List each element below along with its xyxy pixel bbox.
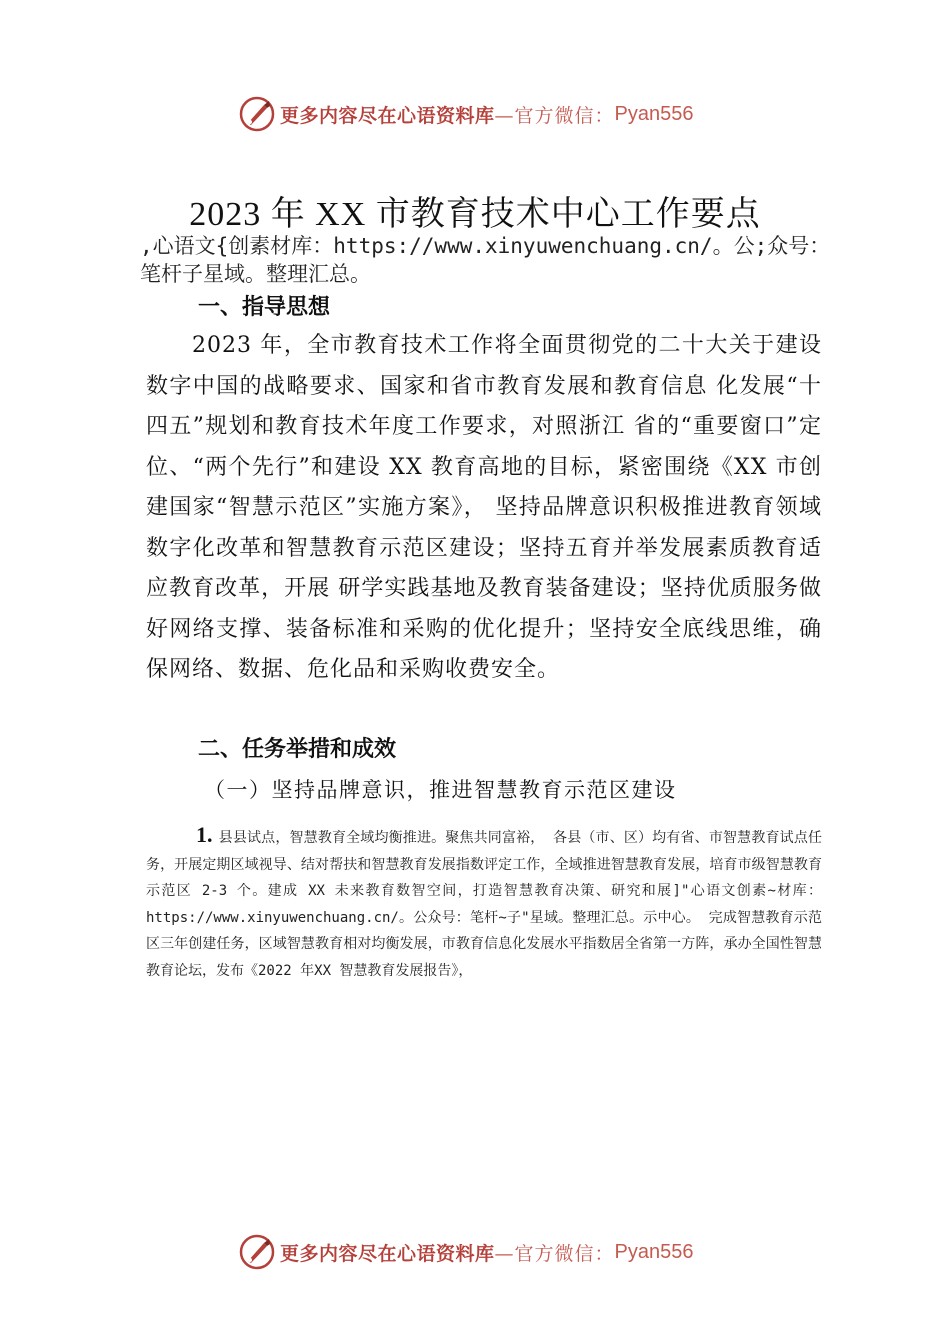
section-heading-guiding-ideology: 一、指导思想 xyxy=(198,295,331,320)
banner-contact-label: —官方微信： xyxy=(494,104,615,127)
document-title: 2023 年 XX 市教育技术中心工作要点 xyxy=(189,196,761,233)
quill-pen-logo-icon xyxy=(238,1233,276,1271)
section-heading-tasks: 二、任务举措和成效 xyxy=(198,737,397,762)
source-note: ,心语文{创素材库：https://www.xinyuwenchuang.cn/。公;众号：笔杆子星域。整理汇总。 xyxy=(140,234,831,286)
guiding-ideology-paragraph: 2023 年，全市教育技术工作将全面贯彻党的二十大关于建设数字中国的战略要求、国家和省市教育发展和教育信息 化发展“十四五”规划和教育技术年度工作要求，对照浙江 省的“重要窗口”定位、“两个先行”和建设 XX 教育高地的目标，紧密围绕《XX 市创建国家“智慧示范区”实施方案》， 坚持品牌意识积极推进教育领域数字化改革和智慧教育示范区建设；坚持五育并举发展素质教育适应教育改革，开展 研学实践基地及教育装备建设；坚持优质服务做好网络支撑、装备标准和采购的优化提升；坚持安全底线思维，确保网络、数据、危化品和采购收费安全。 xyxy=(146,333,822,682)
banner-contact-label: —官方微信： xyxy=(494,1242,615,1265)
banner-slogan: 更多内容尽在心语资料库 xyxy=(280,104,495,127)
banner-wechat-id: Pyan556 xyxy=(614,102,694,125)
header-banner xyxy=(238,94,694,134)
task-item-text: 县县试点，智慧教育全域均衡推进。聚焦共同富裕， 各县（市、区）均有省、市智慧教育试点任务，开展定期区域视导、结对帮扶和智慧教育发展指数评定工作，全域推进智慧教育发展，培育市级智慧教育示范区 2-3 个。建成 XX 未来教育数智空间，打造智慧教育决策、研究和展]"心语文创素~材库：https://www.xinyuwenchuang.cn/。公众号：笔杆~子"星域。整理汇总。示中心。 完成智慧教育示范区三年创建任务，区域智慧教育相对均衡发展，市教育信息化发展水平指数居全省第一方阵，承办全国性智慧教育论坛，发布《2022 年XX 智慧教育发展报告》， xyxy=(146,830,822,979)
banner-slogan: 更多内容尽在心语资料库 xyxy=(280,1242,495,1265)
quill-pen-logo-icon xyxy=(238,95,276,133)
subsection-heading-brand: （一）坚持品牌意识，推进智慧教育示范区建设 xyxy=(204,778,677,802)
task-item-number: 1. xyxy=(196,822,213,847)
footer-banner xyxy=(238,1232,694,1272)
task-item-1 xyxy=(146,822,822,984)
banner-wechat-id: Pyan556 xyxy=(614,1240,694,1263)
